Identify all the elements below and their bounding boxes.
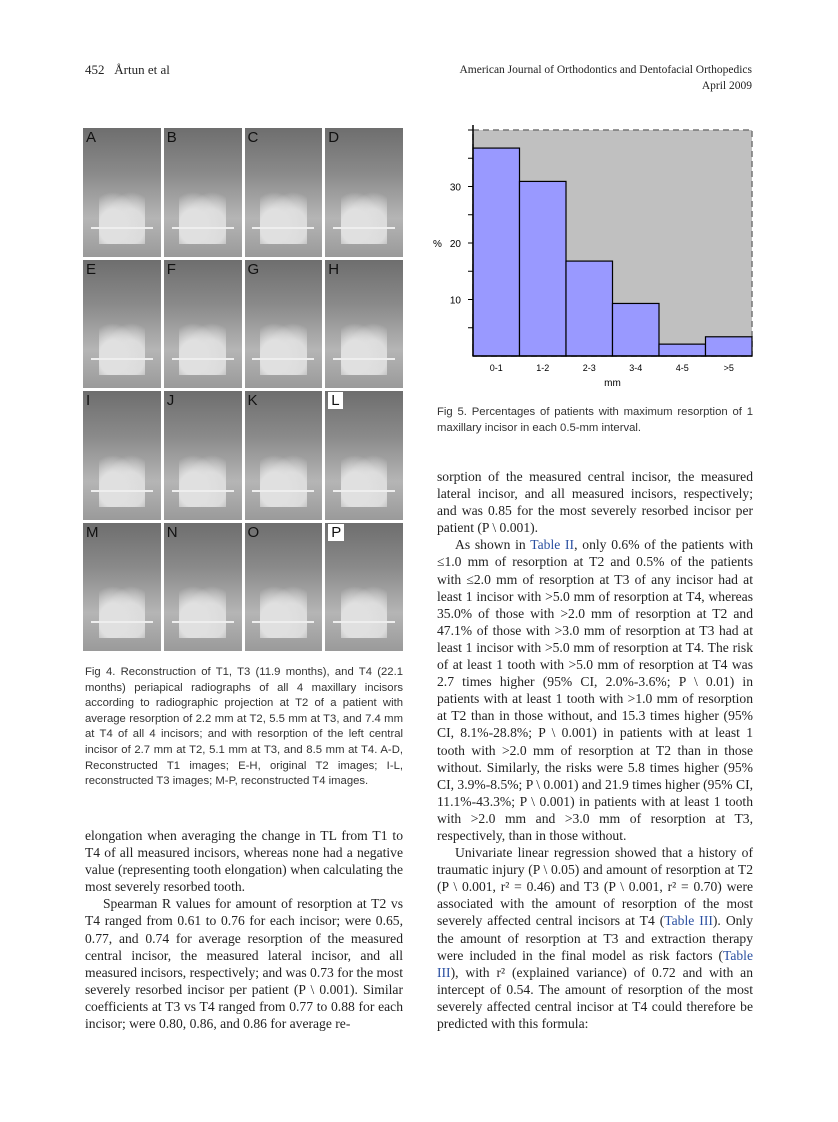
- panel-label: K: [247, 392, 258, 409]
- x-tick-label: 2-3: [582, 363, 596, 373]
- panel-label: L: [328, 392, 342, 409]
- paragraph: [437, 844, 753, 1032]
- running-header-left: [85, 62, 170, 78]
- page-number: 452: [85, 62, 105, 77]
- bar-1-2: [520, 181, 567, 356]
- x-tick-label: 4-5: [675, 363, 689, 373]
- paragraph-text: , only 0.6% of the patients with ≤1.0 mm of resorption at T2 and 0.5% of the patients with ≤2.0 mm of resorption at T3 of any incisor had at least 1 incisor with >5.0 mm of resorption at T4, whereas 35.0% of those with >2.0 mm of resorption at T2 and 47.1% of those with >3.0 mm of resorption at T3 had at least 1 incisor with >5.0 mm of resorption at T4. The risk of at least 1 tooth with >5.0 mm of resorption at T4 was 2.7 times higher (95% CI, 2.0%-3.6%; P \ 0.01) in patients with at least 1 tooth with >1.0 mm of resorption at T2 than in those without, and 15.3 times higher (95% CI, 8.1%-28.8%; P \ 0.001) in patients with at least 1 tooth with >2.0 mm of resorption at T2 than in those without. Similarly, the risks were 5.8 times higher (95% CI, 3.9%-8.5%; P \ 0.001) and 21.9 times higher (95% CI, 11.1%-43.3%; P \ 0.001) in patients with at least 1 tooth with >2.0 mm and >3.0 mm of resorption at T3, respectively, than in those without.: [437, 537, 753, 843]
- panel-label: P: [328, 524, 344, 541]
- paragraph-text: elongation when averaging the change in TL from T1 to T4 of all measured incisors, whereas none had a negative value (representing tooth elongation) when calculating the most severely resorbed tooth.: [85, 828, 403, 895]
- body-text-right-column: [437, 468, 753, 1032]
- figure-4-caption: Fig 4. Reconstruction of T1, T3 (11.9 months), and T4 (22.1 months) periapical radiographs of all 4 maxillary incisors according to radiographic projection at T2 of a patient with average resorption of 2.2 mm at T2, 5.5 mm at T3, and 7.4 mm at T4 of all 4 incisors; and with resorption of the left central incisor of 2.7 mm at T2, 5.1 mm at T3, and 8.5 mm at T4. A-D, Reconstructed T1 images; E-H, original T2 images; I-L, reconstructed T3 images; M-P, reconstructed T4 images.: [85, 666, 403, 788]
- figure-5-histogram: [430, 125, 760, 395]
- x-tick-label: 0-1: [489, 363, 503, 373]
- panel-label: G: [247, 260, 260, 278]
- paragraph-text: As shown in: [455, 537, 531, 553]
- y-tick-label: 10: [449, 295, 461, 307]
- paragraph-text: ). Only the amount of resorption at T3 and extraction therapy were included in the final model as risk factors (: [437, 913, 754, 963]
- radiograph-panel-e: [83, 260, 161, 389]
- radiograph-panel-d: [325, 128, 403, 257]
- figure-5-caption: Fig 5. Percentages of patients with maximum resorption of 1 maxillary incisor in each 0.5-mm interval.: [437, 406, 753, 434]
- paragraph: [437, 468, 753, 536]
- panel-label: B: [166, 129, 177, 146]
- y-tick-label: 20: [449, 239, 461, 250]
- paragraph: [437, 536, 753, 844]
- panel-label: N: [166, 523, 178, 541]
- panel-label: E: [86, 260, 97, 278]
- table-reference-link[interactable]: Table II: [530, 537, 575, 553]
- authors: Årtun et al: [114, 62, 170, 77]
- panel-label: M: [86, 523, 99, 541]
- journal-name: American Journal of Orthodontics and Dentofacial Orthopedics: [459, 64, 752, 76]
- panel-label: I: [86, 392, 91, 409]
- panel-label: O: [247, 523, 260, 541]
- radiograph-panel-l: [325, 391, 403, 520]
- paragraph-text: sorption of the measured central incisor, the measured lateral incisor, and all measured incisors, respectively; and was 0.85 for the most severely resorbed incisor per patient (P \ 0.001).: [437, 469, 753, 536]
- radiograph-panel-j: [164, 391, 242, 520]
- y-axis-label: %: [433, 239, 442, 250]
- radiograph-panel-p: [325, 523, 403, 652]
- bar->5: [706, 337, 753, 356]
- y-tick-label: 30: [449, 182, 461, 194]
- table-reference-link[interactable]: Table III: [437, 947, 753, 980]
- x-tick-label: >5: [723, 363, 734, 373]
- bar-0-1: [473, 148, 520, 356]
- radiograph-panel-i: [83, 391, 161, 520]
- radiograph-panel-b: [164, 128, 242, 257]
- x-tick-label: 3-4: [629, 363, 643, 373]
- table-reference-link[interactable]: Table III: [664, 913, 713, 929]
- paragraph-text: Spearman R values for amount of resorption at T2 vs T4 ranged from 0.61 to 0.76 for each incisor; were 0.65, 0.77, and 0.74 for average resorption of the measured central incisor, the measured lateral incisor, and all measured incisors, respectively; and was 0.73 for the most severely resorbed incisor per patient (P \ 0.001). Similar coefficients at T3 vs T4 ranged from 0.77 to 0.88 for each incisor; were 0.80, 0.86, and 0.86 for average re-: [85, 896, 403, 1032]
- x-axis-label: mm: [604, 378, 621, 389]
- figure-4-radiograph-grid: [83, 128, 403, 651]
- paragraph: [85, 895, 403, 1032]
- panel-label: C: [247, 129, 259, 146]
- radiograph-panel-o: [245, 523, 323, 652]
- body-text-left-column: [85, 827, 403, 1032]
- panel-label: H: [328, 260, 340, 278]
- panel-label: J: [166, 392, 175, 409]
- paragraph-text: Univariate linear regression showed that a history of traumatic injury (P \ 0.05) and amount of resorption at T2 (P \ 0.001, r² = 0.46) and T3 (P \ 0.001, r² = 0.70) were associated with the amount of resorption of the most severely affected central incisors at T4 (: [437, 845, 753, 929]
- radiograph-panel-m: [83, 523, 161, 652]
- panel-label: F: [166, 260, 176, 278]
- bar-4-5: [659, 344, 706, 356]
- radiograph-panel-c: [245, 128, 323, 257]
- paragraph-text: ), with r² (explained variance) of 0.72 and with an intercept of 0.54. The amount of resorption of the most severely affected central incisor at T4 could therefore be predicted with this formula:: [437, 964, 753, 1031]
- bar-3-4: [613, 303, 660, 356]
- bar-2-3: [566, 261, 613, 356]
- radiograph-panel-f: [164, 260, 242, 389]
- panel-label: D: [328, 129, 340, 146]
- radiograph-panel-k: [245, 391, 323, 520]
- running-header-right: [459, 62, 752, 94]
- radiograph-panel-a: [83, 128, 161, 257]
- panel-label: A: [86, 129, 97, 146]
- radiograph-panel-h: [325, 260, 403, 389]
- radiograph-panel-n: [164, 523, 242, 652]
- x-tick-label: 1-2: [536, 363, 550, 373]
- issue-date: April 2009: [701, 80, 752, 92]
- paragraph: [85, 827, 403, 895]
- radiograph-panel-g: [245, 260, 323, 389]
